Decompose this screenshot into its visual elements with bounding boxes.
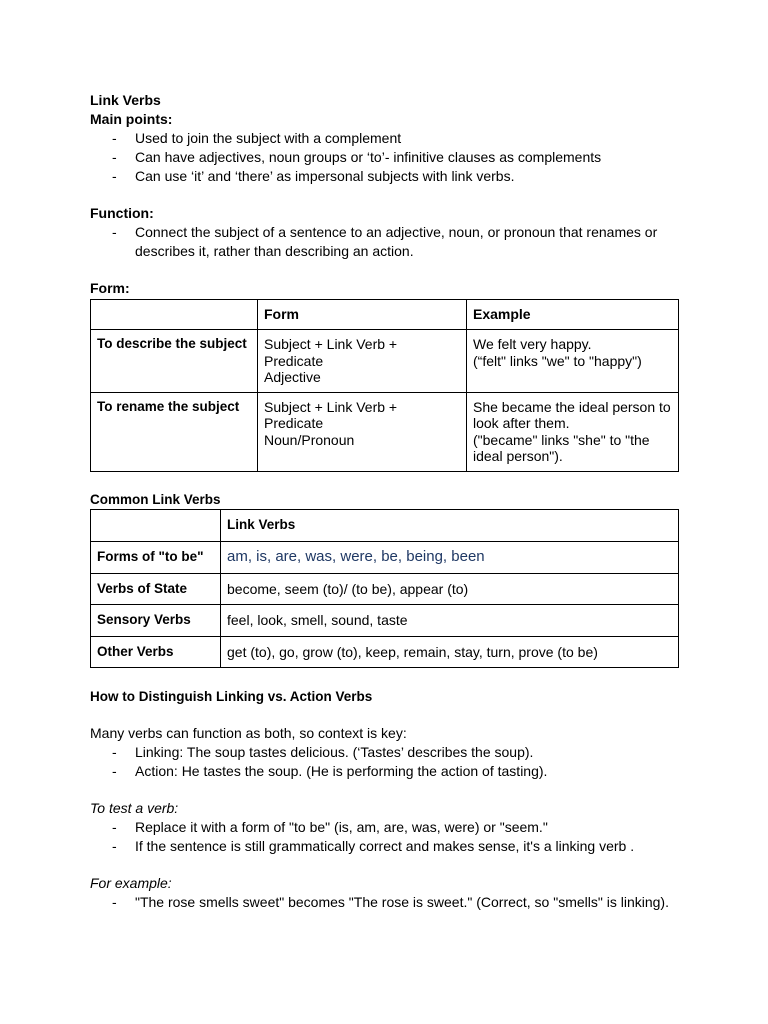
cell-line: Adjective xyxy=(264,369,321,385)
dash-marker: - xyxy=(112,224,117,240)
list-item-text: "The rose smells sweet" becomes "The rose is sweet." (Correct, so "smells" is linking). xyxy=(135,894,669,910)
table-header-cell xyxy=(91,509,221,541)
distinguish-list xyxy=(90,743,680,781)
list-item xyxy=(90,743,680,762)
list-item xyxy=(90,837,680,856)
table-header-cell: Link Verbs xyxy=(221,509,679,541)
example-list xyxy=(90,893,680,912)
list-item xyxy=(90,167,680,186)
document-page xyxy=(90,91,680,912)
row-value: become, seem (to)/ (to be), appear (to) xyxy=(221,573,679,605)
doc-title: Link Verbs xyxy=(90,92,161,108)
cell-line: ideal person"). xyxy=(473,448,563,464)
table-header-row xyxy=(91,509,679,541)
dash-marker: - xyxy=(112,130,117,146)
dash-marker: - xyxy=(112,838,117,854)
common-verbs-table xyxy=(90,509,679,669)
dash-marker: - xyxy=(112,168,117,184)
test-list xyxy=(90,818,680,856)
cell-line: She became the ideal person to xyxy=(473,398,671,415)
form-table xyxy=(90,299,679,472)
row-label: To rename the subject xyxy=(91,392,258,471)
table-row xyxy=(91,605,679,637)
cell-line: ("became" links "she" to "the xyxy=(473,431,650,448)
distinguish-intro: Many verbs can function as both, so context is key: xyxy=(90,725,407,741)
table-header-cell: Form xyxy=(258,300,467,330)
example-cell xyxy=(467,330,679,393)
table-header-cell xyxy=(91,300,258,330)
list-item xyxy=(90,893,680,912)
row-value: get (to), go, grow (to), keep, remain, stay, turn, prove (to be) xyxy=(221,636,679,668)
row-label: Other Verbs xyxy=(91,636,221,668)
dash-marker: - xyxy=(112,894,117,910)
cell-line: (“felt" links "we" to "happy") xyxy=(473,352,642,369)
list-item-text: Used to join the subject with a complement xyxy=(135,130,402,146)
row-label: Sensory Verbs xyxy=(91,605,221,637)
main-points-list xyxy=(90,129,680,186)
list-item xyxy=(90,762,680,781)
list-item-text: Linking: The soup tastes delicious. (‘Tastes’ describes the soup). xyxy=(135,744,534,760)
test-heading: To test a verb: xyxy=(90,800,179,816)
table-row xyxy=(91,330,679,393)
cell-line: Subject + Link Verb + Predicate xyxy=(264,398,398,431)
list-item xyxy=(90,818,680,837)
table-row xyxy=(91,541,679,573)
list-item-text: Action: He tastes the soup. (He is performing the action of tasting). xyxy=(135,763,548,779)
list-item xyxy=(90,223,680,261)
list-item-text: Replace it with a form of "to be" (is, am, are, was, were) or "seem." xyxy=(135,819,548,835)
example-heading: For example: xyxy=(90,875,172,891)
example-cell xyxy=(467,392,679,471)
list-item-text: Connect the subject of a sentence to an adjective, noun, or pronoun that renames or describes it, rather than describing an action. xyxy=(135,224,658,259)
row-label: Verbs of State xyxy=(91,573,221,605)
table-row xyxy=(91,636,679,668)
dash-marker: - xyxy=(112,744,117,760)
table-header-row xyxy=(91,300,679,330)
cell-line: look after them. xyxy=(473,415,570,431)
dash-marker: - xyxy=(112,149,117,165)
common-heading: Common Link Verbs xyxy=(90,491,221,507)
list-item xyxy=(90,148,680,167)
table-row xyxy=(91,573,679,605)
function-heading: Function: xyxy=(90,205,154,221)
list-item-text: Can have adjectives, noun groups or ‘to’- infinitive clauses as complements xyxy=(135,149,602,165)
dash-marker: - xyxy=(112,819,117,835)
cell-line: Noun/Pronoun xyxy=(264,431,355,448)
list-item-text: Can use ‘it’ and ‘there’ as impersonal subjects with link verbs. xyxy=(135,168,515,184)
row-label: To describe the subject xyxy=(91,330,258,393)
function-list xyxy=(90,223,680,261)
cell-line: We felt very happy. xyxy=(473,336,592,352)
list-item xyxy=(90,129,680,148)
table-row xyxy=(91,392,679,471)
distinguish-heading: How to Distinguish Linking vs. Action Verbs xyxy=(90,689,373,704)
form-cell xyxy=(258,330,467,393)
row-value: feel, look, smell, sound, taste xyxy=(221,605,679,637)
row-label: Forms of "to be" xyxy=(91,541,221,573)
table-header-cell: Example xyxy=(467,300,679,330)
row-value: am, is, are, was, were, be, being, been xyxy=(221,541,679,573)
dash-marker: - xyxy=(112,763,117,779)
list-item-text: If the sentence is still grammatically correct and makes sense, it's a linking verb . xyxy=(135,838,635,854)
cell-line: Subject + Link Verb + Predicate xyxy=(264,336,398,369)
form-cell xyxy=(258,392,467,471)
form-heading: Form: xyxy=(90,280,130,296)
main-points-heading: Main points: xyxy=(90,111,173,127)
